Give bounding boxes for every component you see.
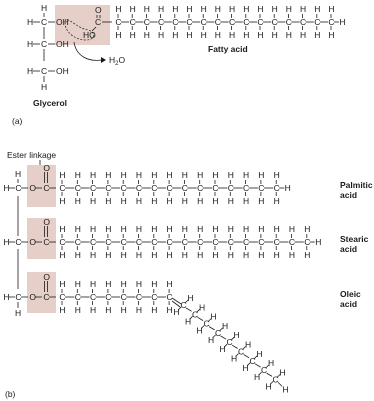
row2-chain-carbon: C	[304, 237, 311, 247]
row1-chain-h-down: H	[212, 196, 219, 206]
glycerol-oh-2: OH	[56, 39, 69, 49]
row3-backbone-h: H	[3, 292, 10, 302]
oleic-chain-carbon: C	[90, 292, 97, 302]
row1-chain-h-down: H	[243, 196, 250, 206]
row1-chain-h-down: H	[151, 196, 158, 206]
row2-chain-h-up: H	[74, 224, 81, 234]
oleic-chain-carbon: C	[135, 292, 143, 302]
backbone-h-bottom: H	[15, 308, 22, 318]
glycerol-h-left-3: H	[27, 66, 34, 76]
glycerol-oh-1: OH	[56, 17, 69, 27]
row2-chain-h-up: H	[227, 224, 234, 234]
row1-chain-h-up: H	[135, 170, 143, 180]
oleic-chain-h-up: H	[59, 279, 66, 289]
row1-chain-h-down: H	[197, 196, 204, 206]
oleic-kink-h-left: H	[219, 344, 226, 355]
acid-chain-carbon: C	[200, 17, 207, 27]
row2-chain-carbon: C	[181, 237, 188, 247]
acid-chain-carbon: C	[158, 17, 165, 27]
row2-backbone-carbon: C	[15, 237, 22, 247]
oleic-kink-carbon: C	[249, 355, 256, 366]
row1-chain-carbon: C	[74, 183, 81, 193]
stearic-name: Stearic	[340, 234, 369, 244]
row3-ester-oxygen: O	[29, 292, 37, 302]
glycerol-oh-3: OH	[56, 66, 69, 76]
row2-chain-h-up: H	[197, 224, 204, 234]
row1-chain-h-up: H	[181, 170, 188, 180]
glycerol-c2: C	[41, 39, 48, 49]
oleic-chain-h-down: H	[166, 305, 173, 315]
bond	[255, 364, 261, 367]
fatty-acid-label: Fatty acid	[208, 44, 248, 54]
row3-carbonyl-carbon: C	[43, 292, 50, 302]
water-arrowhead	[101, 57, 106, 63]
oleic-kink-carbon: C	[192, 309, 199, 320]
oleic-chain-h-up: H	[90, 279, 97, 289]
acid-chain-carbon: C	[115, 17, 122, 27]
acid-chain-carbon: C	[214, 17, 221, 27]
glycerol-c3: C	[41, 66, 48, 76]
acid-chain-carbon: C	[186, 17, 193, 27]
oleic-chain-carbon: C	[166, 292, 173, 302]
row1-chain-h-up: H	[166, 170, 173, 180]
oleic-kink-h-right: H	[279, 367, 286, 378]
row2-chain-carbon: C	[243, 237, 250, 247]
acid-chain-h-terminal: H	[339, 17, 346, 27]
row2-chain-h-down: H	[197, 250, 204, 260]
oleic-kink-carbon: C	[226, 337, 233, 348]
acid-chain-carbon: C	[172, 17, 179, 27]
row1-backbone-carbon: C	[15, 183, 22, 193]
oleic-kink-h-right: H	[256, 348, 263, 359]
row2-chain-h-up: H	[166, 224, 173, 234]
row2-chain-h-down: H	[74, 250, 81, 260]
acid-chain-h-down: H	[243, 30, 250, 40]
glycerol-h-left-1: H	[27, 17, 34, 27]
row1-chain-carbon: C	[120, 183, 127, 193]
oleic-kink-h-left: H	[173, 307, 180, 317]
oleic-kink-h-right: H	[268, 358, 275, 369]
acid-chain-h-up: H	[328, 4, 335, 14]
row2-chain-carbon: C	[90, 237, 97, 247]
row2-chain-h-up: H	[181, 224, 188, 234]
glycerol-h-bottom: H	[41, 82, 48, 92]
bond	[221, 336, 227, 339]
row2-chain-carbon: C	[166, 237, 173, 247]
row2-chain-carbon: C	[74, 237, 81, 247]
acid-chain-h-down: H	[158, 30, 165, 40]
row2-chain-h-up: H	[105, 224, 112, 234]
oleic-chain-h-up: H	[105, 279, 112, 289]
acid-chain-h-down: H	[271, 30, 278, 40]
oleic-chain-h-up: H	[74, 279, 81, 289]
row2-chain-h-down: H	[120, 250, 127, 260]
acid-chain-carbon: C	[229, 17, 236, 27]
row1-chain-h-down: H	[181, 196, 188, 206]
row1-chain-carbon: C	[90, 183, 97, 193]
row2-chain-h-down: H	[181, 250, 188, 260]
row1-chain-h-up: H	[212, 170, 219, 180]
row2-chain-carbon: C	[151, 237, 158, 247]
row2-ester-oxygen: O	[29, 237, 37, 247]
acid-chain-h-up: H	[285, 4, 292, 14]
row1-chain-h-up: H	[59, 170, 66, 180]
row2-chain-carbon: C	[135, 237, 143, 247]
acid-chain-h-down: H	[115, 30, 122, 40]
oleic-kink-h-left: H	[265, 381, 272, 392]
acid-chain-h-up: H	[186, 4, 193, 14]
row1-chain-h-terminal: H	[284, 183, 291, 193]
row2-chain-h-down: H	[90, 250, 97, 260]
row2-chain-carbon: C	[227, 237, 234, 247]
palmitic-name: Palmitic	[340, 180, 373, 190]
row2-chain-h-down: H	[135, 250, 143, 260]
acid-chain-h-up: H	[200, 4, 207, 14]
oleic-suffix: acid	[340, 299, 358, 309]
oleic-name: Oleic	[340, 289, 361, 299]
row2-chain-h-up: H	[258, 224, 265, 234]
oleic-kink-h-left: H	[208, 334, 215, 345]
acid-chain-h-up: H	[129, 4, 136, 14]
row1-ester-oxygen: O	[29, 183, 37, 193]
oleic-kink-h-left: H	[185, 316, 192, 327]
row2-chain-h-up: H	[304, 224, 311, 234]
oleic-chain-h-down: H	[74, 305, 81, 315]
oleic-kink-h-right: H	[187, 293, 194, 303]
panel-a	[12, 3, 346, 126]
row1-chain-carbon: C	[212, 183, 219, 193]
row2-chain-carbon: C	[258, 237, 265, 247]
acid-chain-h-down: H	[314, 30, 321, 40]
row2-chain-carbon: C	[212, 237, 219, 247]
water-label: $H_2O$	[109, 55, 126, 67]
row2-chain-h-down: H	[243, 250, 250, 260]
ester-linkage-label: Ester linkage	[7, 150, 57, 160]
acid-chain-h-down: H	[229, 30, 236, 40]
oleic-kink-carbon: C	[272, 374, 279, 385]
oleic-kink-h-right: H	[199, 302, 206, 313]
acid-chain-h-up: H	[271, 4, 278, 14]
row2-chain-h-down: H	[227, 250, 234, 260]
panel-b-label: (b)	[5, 389, 16, 399]
oleic-chain-h-down: H	[120, 305, 127, 315]
acid-chain-carbon: C	[243, 17, 250, 27]
row2-chain-h-up: H	[135, 224, 143, 234]
acid-chain-carbon: C	[271, 17, 278, 27]
row2-chain-h-down: H	[258, 250, 265, 260]
row2-chain-h-up: H	[273, 224, 280, 234]
row1-chain-h-up: H	[197, 170, 204, 180]
row3-backbone-carbon: C	[15, 292, 22, 302]
acid-carbon: C	[95, 17, 102, 27]
row1-chain-carbon: C	[181, 183, 188, 193]
oleic-kink-h-left: H	[196, 325, 203, 336]
row1-chain-h-up: H	[151, 170, 158, 180]
row2-chain-h-terminal: H	[315, 237, 322, 247]
row2-chain-carbon: C	[59, 237, 66, 247]
acid-chain-h-down: H	[257, 30, 264, 40]
acid-chain-carbon: C	[143, 17, 150, 27]
oleic-kink-h-left: H	[242, 362, 249, 373]
row2-carbonyl-carbon: C	[43, 237, 50, 247]
oleic-chain-carbon: C	[120, 292, 127, 302]
row1-chain-carbon: C	[105, 183, 112, 193]
row2-backbone-h: H	[3, 237, 10, 247]
row2-chain-h-down: H	[166, 250, 173, 260]
row2-carbonyl-oxygen: O	[43, 217, 51, 227]
acid-chain-carbon: C	[300, 17, 307, 27]
oleic-chain-carbon: C	[74, 292, 81, 302]
acid-chain-h-down: H	[129, 30, 136, 40]
oleic-kink-carbon: C	[238, 346, 245, 357]
panel-a-label: (a)	[12, 116, 23, 126]
row1-chain-carbon: C	[151, 183, 158, 193]
acid-chain-h-up: H	[229, 4, 236, 14]
row1-chain-h-down: H	[120, 196, 127, 206]
row2-chain-h-down: H	[59, 250, 66, 260]
oleic-kink-h-left: H	[231, 353, 238, 364]
panel-b	[3, 150, 372, 399]
glycerol-label: Glycerol	[33, 98, 68, 108]
oleic-kink-h-left: H	[254, 372, 261, 383]
row1-chain-h-up: H	[227, 170, 234, 180]
bond	[244, 355, 250, 358]
oleic-kink-carbon: C	[261, 365, 268, 376]
row2-chain-h-up: H	[212, 224, 219, 234]
acid-chain-h-down: H	[143, 30, 150, 40]
row1-chain-carbon: C	[59, 183, 66, 193]
row1-chain-carbon: C	[227, 183, 234, 193]
row1-chain-h-down: H	[90, 196, 97, 206]
bond	[209, 327, 215, 330]
glycerol-h-left-2: H	[27, 39, 34, 49]
acid-chain-carbon: C	[328, 17, 335, 27]
bond	[267, 373, 273, 376]
row1-chain-h-down: H	[74, 196, 81, 206]
acid-chain-h-up: H	[214, 4, 221, 14]
row1-chain-carbon: C	[166, 183, 173, 193]
row2-chain-carbon: C	[273, 237, 280, 247]
backbone-h-top: H	[15, 169, 22, 179]
oleic-chain-h-down: H	[59, 305, 66, 315]
bond	[186, 308, 192, 311]
row2-chain-h-down: H	[304, 250, 311, 260]
fatty-acid-chain	[115, 4, 345, 40]
acid-chain-h-down: H	[328, 30, 335, 40]
bond	[198, 317, 204, 320]
oleic-chain-h-up: H	[151, 279, 158, 289]
acid-chain-h-up: H	[143, 4, 150, 14]
row2-chain-h-down: H	[105, 250, 112, 260]
oleic-chain-h-down: H	[135, 305, 143, 315]
row2-chain-h-up: H	[120, 224, 127, 234]
row1-chain-carbon: C	[258, 183, 265, 193]
row3-carbonyl-oxygen: O	[43, 272, 51, 282]
row2-chain-h-up: H	[151, 224, 158, 234]
row1-chain-h-down: H	[166, 196, 173, 206]
acid-chain-carbon: C	[257, 17, 264, 27]
row1-chain-h-up: H	[120, 170, 127, 180]
oleic-terminal-h: H	[282, 384, 289, 395]
row1-chain-carbon: C	[243, 183, 250, 193]
acid-chain-h-up: H	[158, 4, 165, 14]
row2-chain-h-up: H	[90, 224, 97, 234]
oleic-chain-carbon: C	[59, 292, 66, 302]
oleic-kink-carbon: C	[180, 300, 187, 310]
row1-backbone-h: H	[3, 183, 10, 193]
oleic-chain-h-up: H	[120, 279, 127, 289]
acid-chain-h-down: H	[214, 30, 221, 40]
oleic-kink-carbon: C	[203, 318, 210, 329]
oleic-kink-h-right: H	[210, 311, 217, 322]
oleic-kink-h-right: H	[222, 320, 229, 331]
row1-chain-h-up: H	[243, 170, 250, 180]
row1-chain-carbon: C	[135, 183, 143, 193]
row1-chain-h-up: H	[74, 170, 81, 180]
bond	[232, 345, 238, 348]
palmitic-suffix: acid	[340, 190, 358, 200]
row1-carbonyl-carbon: C	[43, 183, 50, 193]
row1-chain-h-down: H	[135, 196, 143, 206]
row2-chain-h-down: H	[212, 250, 219, 260]
row1-chain-carbon: C	[197, 183, 204, 193]
oleic-chain-h-down: H	[105, 305, 112, 315]
row1-chain-h-down: H	[258, 196, 265, 206]
row2-chain-carbon: C	[120, 237, 127, 247]
acid-chain-carbon: C	[129, 17, 136, 27]
glycerol-h-top: H	[41, 3, 48, 13]
acid-chain-h-up: H	[257, 4, 264, 14]
acid-chain-h-down: H	[300, 30, 307, 40]
acid-chain-h-up: H	[172, 4, 179, 14]
acid-chain-h-up: H	[115, 4, 122, 14]
row1-chain-carbon: C	[273, 183, 280, 193]
oleic-chain-carbon: C	[151, 292, 158, 302]
row2-chain-h-up: H	[59, 224, 66, 234]
oleic-chain-h-down: H	[151, 305, 158, 315]
oleic-kink-carbon: C	[215, 327, 222, 338]
oleic-chain-h-up: H	[166, 279, 173, 289]
row1-chain-h-down: H	[227, 196, 234, 206]
acid-chain-h-down: H	[200, 30, 207, 40]
row2-chain-h-down: H	[273, 250, 280, 260]
row1-chain-h-up: H	[90, 170, 97, 180]
oleic-chain-h-up: H	[135, 279, 143, 289]
acid-chain-h-down: H	[285, 30, 292, 40]
row1-carbonyl-oxygen: O	[43, 163, 51, 173]
row2-chain-carbon: C	[105, 237, 112, 247]
row2-chain-carbon: C	[197, 237, 204, 247]
acid-chain-h-up: H	[314, 4, 321, 14]
oleic-chain-carbon: C	[105, 292, 112, 302]
oleic-kink-h-right: H	[245, 339, 252, 350]
row1-chain-h-up: H	[258, 170, 265, 180]
row2-chain-h-down: H	[288, 250, 296, 260]
acid-chain-h-up: H	[243, 4, 250, 14]
oleic-chain-h-down: H	[90, 305, 97, 315]
row2-chain-carbon: C	[288, 237, 296, 247]
row1-chain-h-down: H	[273, 196, 280, 206]
row1-chain-h-down: H	[105, 196, 112, 206]
acid-chain-h-down: H	[172, 30, 179, 40]
row2-chain-h-up: H	[288, 224, 296, 234]
glycerol-c1: C	[41, 17, 48, 27]
bond	[278, 382, 282, 386]
row2-chain-h-down: H	[151, 250, 158, 260]
stearic-suffix: acid	[340, 244, 358, 254]
row1-chain-h-up: H	[273, 170, 280, 180]
row1-chain-h-down: H	[59, 196, 66, 206]
row1-chain-h-up: H	[105, 170, 112, 180]
row2-chain-h-up: H	[243, 224, 250, 234]
acid-chain-h-down: H	[186, 30, 193, 40]
acid-chain-carbon: C	[285, 17, 292, 27]
oleic-kink-h-right: H	[233, 330, 240, 341]
glycerol-molecule	[27, 3, 69, 92]
acid-chain-carbon: C	[314, 17, 321, 27]
acid-oxygen: O	[95, 5, 102, 15]
acid-chain-h-up: H	[300, 4, 307, 14]
acid-hydroxyl: HO	[83, 30, 96, 40]
